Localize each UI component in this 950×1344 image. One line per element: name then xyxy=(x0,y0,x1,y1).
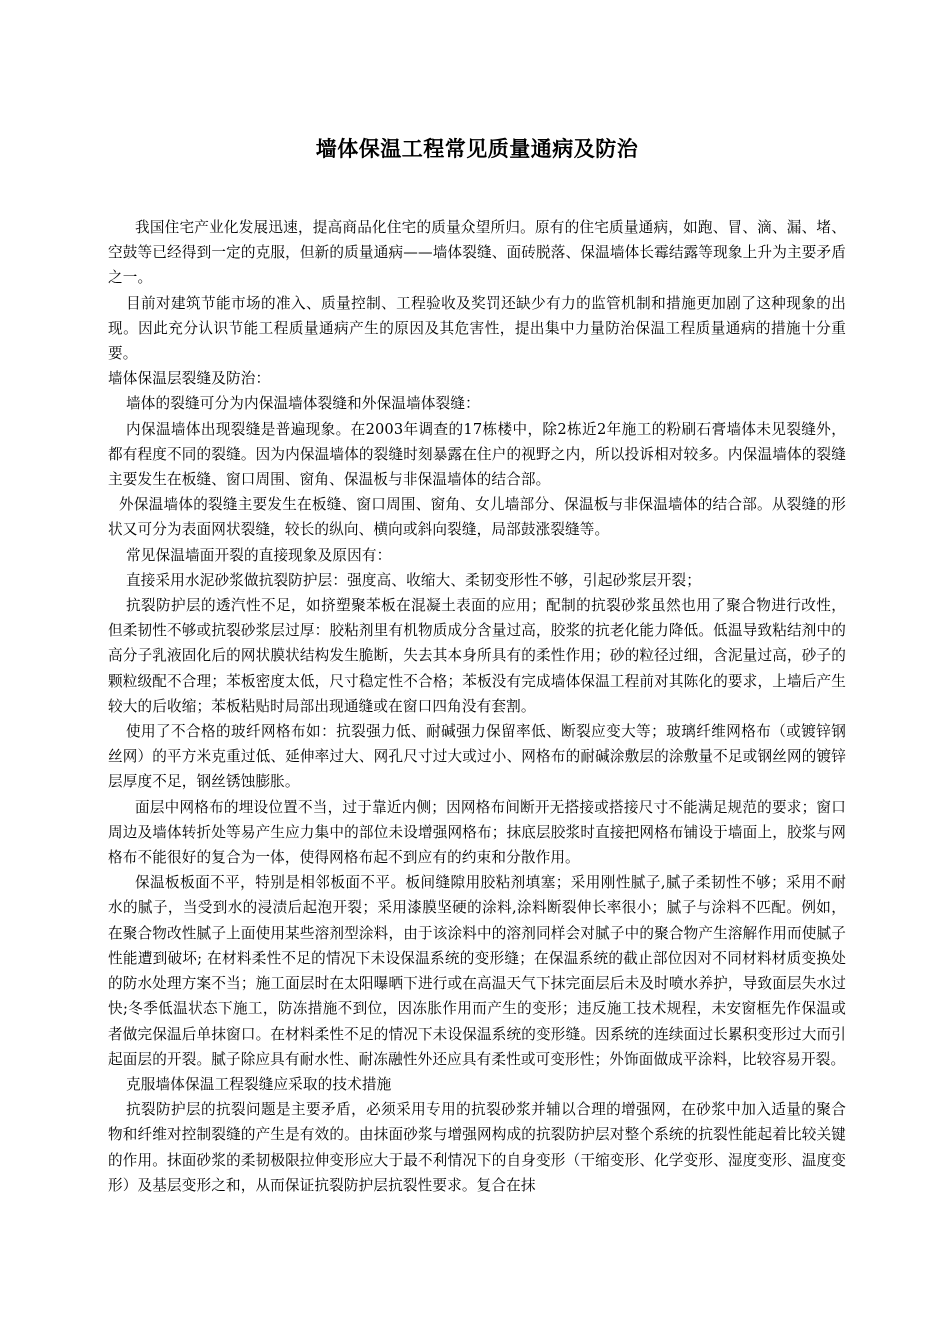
document-body xyxy=(108,215,846,1198)
body-paragraph: 外保温墙体的裂缝主要发生在板缝、窗口周围、窗角、女儿墙部分、保温板与非保温墙体的结合部。从裂缝的形状又可分为表面网状裂缝，较长的纵向、横向或斜向裂缝，局部鼓涨裂缝等。 xyxy=(108,496,846,539)
body-paragraph: 面层中网格布的埋设位置不当，过于靠近内侧；因网格布间断开无搭接或搭接尺寸不能满足规范的要求；窗口周边及墙体转折处等易产生应力集中的部位未设增强网格布；抹底层胶浆时直接把网格布铺设于墙面上，胶浆与网格布不能很好的复合为一体，使得网格布起不到应有的约束和分散作用。 xyxy=(108,798,846,867)
section-heading: 克服墙体保温工程裂缝应采取的技术措施 xyxy=(126,1075,392,1093)
body-paragraph: 使用了不合格的玻纤网格布如：抗裂强力低、耐碱强力保留率低、断裂应变大等；玻璃纤维网格布（或镀锌钢丝网）的平方米克重过低、延伸率过大、网孔尺寸过大或过小、网格布的耐碱涂敷层的涂敷量不足或钢丝网的镀锌层厚度不足，钢丝锈蚀膨胀。 xyxy=(108,723,846,791)
body-paragraph: 抗裂防护层的透汽性不足，如挤塑聚苯板在混凝土表面的应用；配制的抗裂砂浆虽然也用了聚合物进行改性，但柔韧性不够或抗裂砂浆层过厚：胶粘剂里有机物质成分含量过高，胶浆的抗老化能力降低。低温导致粘结剂中的高分子乳液固化后的网状膜状结构发生脆断，失去其本身所具有的柔性作用；砂的粒径过细，含泥量过高，砂子的颗粒级配不合理；苯板密度太低，尺寸稳定性不合格；苯板没有完成墙体保温工程前对其陈化的要求，上墙后产生较大的后收缩；苯板粘贴时局部出现通缝或在窗口四角没有套割。 xyxy=(108,597,846,715)
body-paragraph: 直接采用水泥砂浆做抗裂防护层：强度高、收缩大、柔韧变形性不够，引起砂浆层开裂； xyxy=(126,571,702,589)
body-paragraph: 抗裂防护层的抗裂问题是主要矛盾，必须采用专用的抗裂砂浆并辅以合理的增强网，在砂浆中加入适量的聚合物和纤维对控制裂缝的产生是有效的。由抹面砂浆与增强网构成的抗裂防护层对整个系统的抗裂性能起着比较关键的作用。抹面砂浆的柔韧极限拉伸变形应大于最不利情况下的自身变形（干缩变形、化学变形、湿度变形、温度变形）及基层变形之和，从而保证抗裂防护层抗裂性要求。复合在抹 xyxy=(108,1101,846,1194)
document-title: 墙体保温工程常见质量通病及防治 xyxy=(315,137,639,161)
document-page xyxy=(108,0,846,1344)
body-paragraph: 常见保温墙面开裂的直接现象及原因有： xyxy=(126,546,392,564)
body-paragraph: 保温板板面不平，特别是相邻板面不平。板间缝隙用胶粘剂填塞；采用刚性腻子,腻子柔韧性不够；采用不耐水的腻子，当受到水的浸渍后起泡开裂；采用漆膜坚硬的涂料,涂料断裂伸长率很小；腻子与涂料不匹配。例如，在聚合物改性腻子上面使用某些溶剂型涂料，由于该涂料中的溶剂同样会对腻子中的聚合物产生溶解作用而使腻子性能遭到破坏; 在材料柔性不足的情况下未设保温系统的变形缝；在保温系统的截止部位因对不同材料材质变换处的防水处理方案不当；施工面层时在太阳曝晒下进行或在高温天气下抹完面层后未及时喷水养护，导致面层失水过快;冬季低温状态下施工，防冻措施不到位，因冻胀作用而产生的变形；违反施工技术规程，未安窗框先作保温或者做完保温后单抹窗口。在材料柔性不足的情况下未设保温系统的变形缝。因系统的连续面过长累积变形过大而引起面层的开裂。腻子除应具有耐水性、耐冻融性外还应具有柔性或可变形性；外饰面做成平涂料，比较容易开裂。 xyxy=(108,874,846,1068)
body-paragraph: 内保温墙体出现裂缝是普遍现象。在2003年调查的17栋楼中，除2栋近2年施工的粉刷石膏墙体未见裂缝外，都有程度不同的裂缝。因为内保温墙体的裂缝时刻暴露在住户的视野之内，所以投诉相对较多。内保温墙体的裂缝主要发生在板缝、窗口周围、窗角、保温板与非保温墙体的结合部。 xyxy=(108,420,846,489)
body-paragraph: 墙体的裂缝可分为内保温墙体裂缝和外保温墙体裂缝： xyxy=(126,395,480,413)
section-heading: 墙体保温层裂缝及防治： xyxy=(108,370,271,388)
body-paragraph: 目前对建筑节能市场的准入、质量控制、工程验收及奖罚还缺少有力的监管机制和措施更加剧了这种现象的出现。因此充分认识节能工程质量通病产生的原因及其危害性，提出集中力量防治保温工程质量通病的措施十分重要。 xyxy=(108,294,846,363)
body-paragraph: 我国住宅产业化发展迅速，提高商品化住宅的质量众望所归。原有的住宅质量通病，如跑、冒、滴、漏、堵、空鼓等已经得到一定的克服，但新的质量通病——墙体裂缝、面砖脱落、保温墙体长霉结露等现象上升为主要矛盾之一。 xyxy=(108,219,846,287)
